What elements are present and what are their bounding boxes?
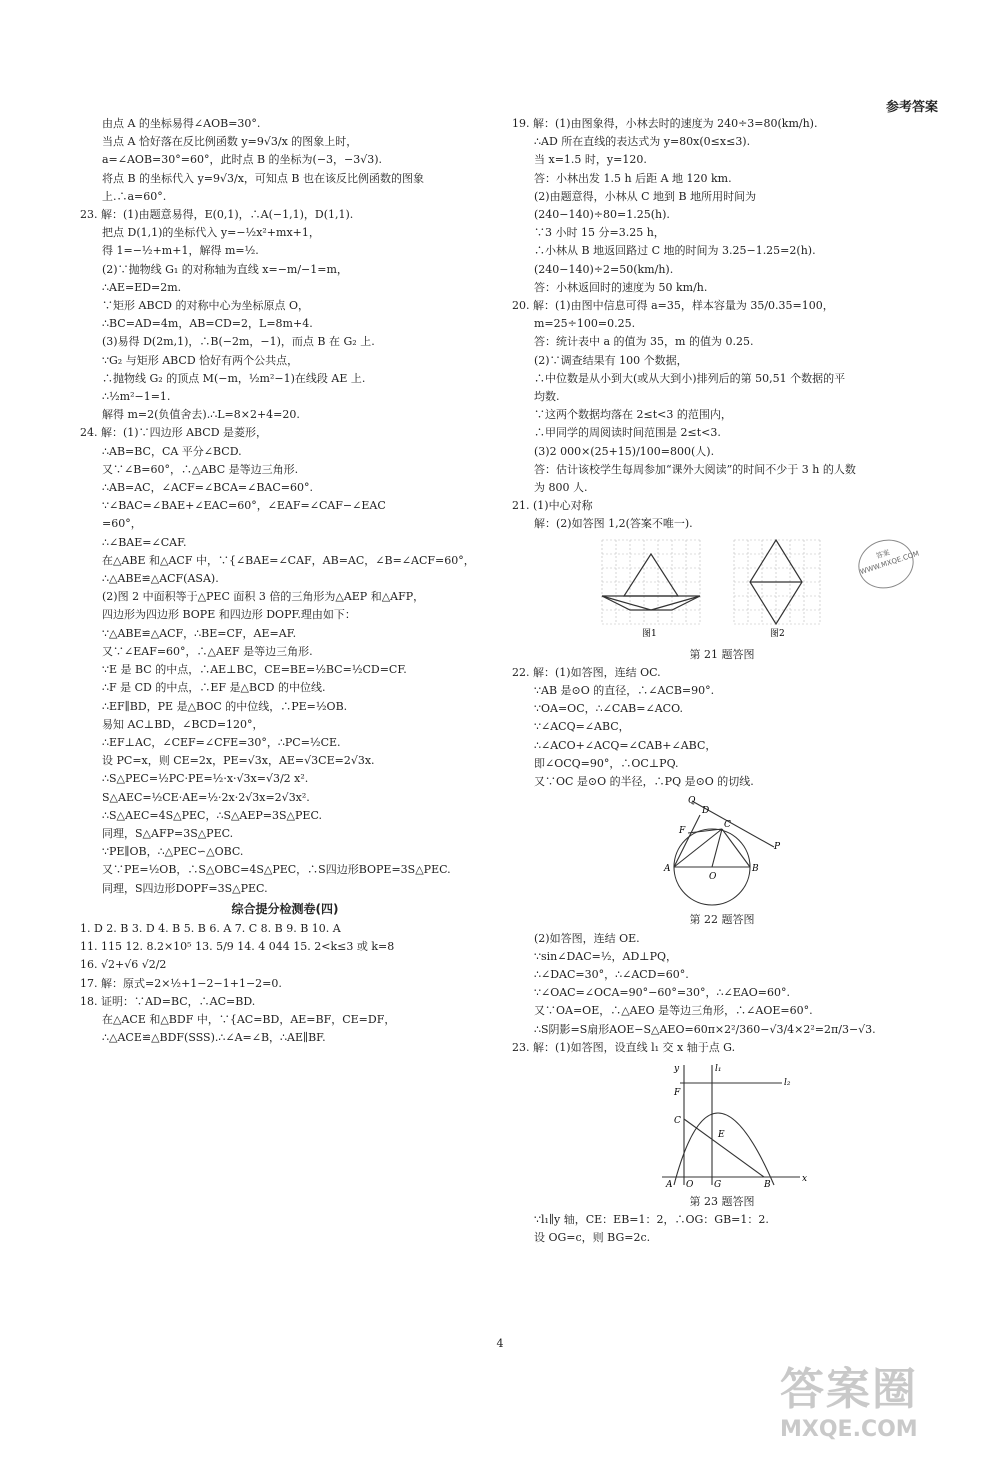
fig23-label-a: A [666, 1179, 673, 1189]
left-line: 易知 AC⊥BD，∠BCD=120°， [102, 717, 264, 731]
left-line: 24. 解：(1)∵四边形 ABCD 是菱形， [80, 426, 268, 440]
right-top-line: ∴中位数是从小到大(或从大到小)排列后的第 50,51 个数据的平 [534, 371, 846, 385]
right-top-line: 答：估计该校学生每周参加“课外大阅读”的时间不少于 3 h 的人数 [534, 462, 856, 476]
fig21-label-2: 图2 [770, 628, 785, 639]
figure-23-graphic [512, 1061, 932, 1189]
right-top-line: 当 x=1.5 时，y=120. [534, 153, 647, 167]
left-line: ∵G₂ 与矩形 ABCD 恰好有两个公共点， [102, 353, 299, 367]
page-number: 4 [496, 1337, 504, 1350]
left-line: 1. D 2. B 3. D 4. B 5. B 6. A 7. C 8. B 9. B 10. A [80, 921, 341, 935]
right-mid-line: ∵OA=OC，∴∠CAB=∠ACO. [534, 702, 683, 716]
right-mid2-line: 23. 解：(1)如答图，设直线 l₁ 交 x 轴于点 G. [512, 1040, 736, 1054]
figure-22-graphic [512, 795, 932, 907]
left-line: 由点 A 的坐标易得∠AOB=30°. [102, 117, 261, 130]
right-mid-line: ∵AB 是⊙O 的直径，∴∠ACB=90°. [534, 684, 715, 698]
fig23-label-o: O [686, 1179, 694, 1189]
watermark [780, 1353, 960, 1443]
left-line: 又∵PE=½OB，∴S△OBC=4S△PEC，∴S四边形BOPE=3S△PEC. [102, 863, 451, 877]
right-bottom-line: 设 OG=c，则 BG=2c. [534, 1231, 651, 1245]
right-top-line: ∵这两个数据均落在 2≤t<3 的范围内， [534, 408, 732, 422]
left-line: 23. 解：(1)由题意易得，E(0,1)，∴A(−1,1)，D(1,1). [80, 208, 354, 222]
right-mid-line: 22. 解：(1)如答图，连结 OC. [512, 665, 661, 679]
left-line: ∵PE∥OB，∴△PEC∽△OBC. [102, 845, 244, 859]
right-top-line: 答：小林返回时的速度为 50 km/h. [534, 280, 708, 294]
right-top-line: ∴AD 所在直线的表达式为 y=80x(0≤x≤3). [534, 135, 751, 149]
right-top-line: 20. 解：(1)由图中信息可得 a=35，样本容量为 35/0.35=100， [512, 299, 834, 313]
right-top-line: (240−140)÷2=50(km/h). [534, 262, 674, 276]
left-line: (3)易得 D(2m,1)，∴B(−2m，−1)，而点 B 在 G₂ 上. [102, 335, 375, 349]
left-line: ∴F 是 CD 的中点，∴EF 是△BCD 的中位线. [102, 681, 326, 695]
right-mid-line: 又∵OC 是⊙O 的半径，∴PQ 是⊙O 的切线. [534, 775, 754, 789]
stamp-logo: 答案 WWW.MXQE.COM [852, 533, 920, 596]
right-mid-line: ∴∠ACO+∠ACQ=∠CAB+∠ABC， [534, 738, 717, 752]
fig23-label-f: F [674, 1087, 681, 1098]
left-line: ∵△ABE≌△ACF，∴BE=CF，AE=AF. [102, 626, 297, 640]
fig22-label-c: C [724, 820, 731, 831]
right-mid2-line: ∴∠DAC=30°，∴∠ACD=60°. [534, 967, 689, 981]
right-top-line: ∴小林从 B 地返回路过 C 地的时间为 3.25−1.25=2(h). [534, 244, 816, 258]
right-top-block [512, 115, 932, 534]
right-top-line: 解：(2)如答图 1,2(答案不唯一). [534, 517, 693, 531]
left-line: S△AEC=½CE·AE=½·2x·2√3x=2√3x². [102, 790, 310, 804]
fig23-label-x: x [802, 1173, 808, 1184]
figure-22 [512, 795, 932, 907]
left-line: ∴BC=AD=4m，AB=CD=2，L=8m+4. [102, 317, 313, 331]
left-line: ∴△ACE≌△BDF(SSS).∴∠A=∠B，∴AE∥BF. [102, 1031, 326, 1045]
right-top-line: m=25÷100=0.25. [534, 317, 636, 331]
fig23-label-e: E [718, 1129, 725, 1140]
left-line: ∴AB=AC，∠ACF=∠BCA=∠BAC=60°. [102, 481, 313, 495]
right-column [512, 115, 932, 1248]
right-top-line: 19. 解：(1)由图象得，小林去时的速度为 240÷3=80(km/h). [512, 117, 818, 130]
left-line: (2)图 2 中面积等于△PEC 面积 3 倍的三角形为△AEP 和△AFP， [102, 590, 425, 604]
figure-23 [512, 1061, 932, 1189]
fig22-label-f: F [679, 826, 686, 837]
left-line: 18. 证明：∵AD=BC，∴AC=BD. [80, 994, 256, 1008]
left-line: 得 1=−½+m+1，解得 m=½. [102, 244, 259, 258]
left-line: ∴S△AEC=4S△PEC，∴S△AEP=3S△PEC. [102, 808, 322, 822]
left-line: ∵∠BAC=∠BAE+∠EAC=60°，∠EAF=∠CAF−∠EAC [102, 499, 386, 513]
fig22-label-p: P [774, 842, 781, 853]
fig23-label-g: G [714, 1179, 722, 1189]
fig22-label-o: O [709, 872, 717, 883]
right-top-line: 21. (1)中心对称 [512, 499, 593, 513]
left-line: (2)∵抛物线 G₁ 的对称轴为直线 x=−m/−1=m， [102, 262, 348, 276]
fig23-label-b: B [764, 1179, 771, 1189]
left-line: ∴½m²−1=1. [102, 390, 171, 404]
left-line: ∵E 是 BC 的中点，∴AE⊥BC，CE=BE=½BC=½CD=CF. [102, 663, 407, 677]
left-line: 综合提分检测卷(四) [231, 901, 339, 916]
left-column [80, 115, 490, 1047]
left-line: 把点 D(1,1)的坐标代入 y=−½x²+mx+1， [102, 226, 320, 240]
left-line: 解得 m=2(负值舍去).∴L=8×2+4=20. [102, 408, 300, 422]
right-top-line: (2)∵调查结果有 100 个数据， [534, 353, 688, 367]
right-top-line: 均数. [534, 390, 560, 404]
left-line: ∵矩形 ABCD 的对称中心为坐标原点 O， [102, 299, 309, 313]
left-line: 又∵∠B=60°，∴△ABC 是等边三角形. [102, 462, 299, 476]
left-line: ∴AE=ED=2m. [102, 280, 182, 294]
left-line: ∴△ABE≌△ACF(ASA). [102, 572, 219, 586]
left-line: 设 PC=x，则 CE=2x，PE=√3x，AE=√3CE=2√3x. [102, 754, 375, 768]
right-mid2-line: ∴S阴影=S扇形AOE−S△AEO=60π×2²/360−√3/4×2²=2π/3−√3. [534, 1022, 876, 1036]
right-top-line: ∵3 小时 15 分=3.25 h， [534, 226, 665, 240]
figure-21-caption: 第 21 题答图 [689, 647, 755, 661]
watermark-title: 答案圈 [780, 1364, 918, 1415]
fig22-label-d: D [702, 806, 710, 817]
right-mid2-line: ∵sin∠DAC=½，AD⊥PQ， [534, 949, 678, 963]
left-line: 17. 解：原式=2×½+1−2−1+1−2=0. [80, 976, 282, 990]
left-line: ∴AB=BC，CA 平分∠BCD. [102, 444, 242, 458]
right-top-line: ∴甲同学的周阅读时间范围是 2≤t<3. [534, 426, 721, 440]
right-top-line: (3)2 000×(25+15)/100=800(人). [534, 444, 715, 458]
left-line: ∴EF∥BD，PE 是△BOC 的中位线，∴PE=½OB. [102, 699, 348, 713]
right-top-line: (2)由题意得，小林从 C 地到 B 地所用时间为 [534, 189, 757, 203]
watermark-url: MXQE.COM [780, 1417, 918, 1442]
left-line: 同理，S△AFP=3S△PEC. [102, 826, 234, 840]
left-line: 又∵∠EAF=60°，∴△AEF 是等边三角形. [102, 644, 313, 658]
left-line: 16. √2+√6 √2/2 [80, 958, 167, 972]
fig21-label-1: 图1 [642, 628, 657, 639]
right-mid2-line: 又∵OA=OE，∴△AEO 是等边三角形，∴∠AOE=60°. [534, 1004, 813, 1018]
right-mid-line: 即∠OCQ=90°，∴OC⊥PQ. [534, 756, 679, 770]
left-line: ∴抛物线 G₂ 的顶点 M(−m，½m²−1)在线段 AE 上. [102, 371, 366, 385]
right-top-line: 答：统计表中 a 的值为 35，m 的值为 0.25. [534, 335, 754, 349]
left-line: 11. 115 12. 8.2×10⁵ 13. 5/9 14. 4 044 15. 2<k≤3 或 k=8 [80, 940, 395, 954]
left-line: a=∠AOB=30°=60°，此时点 B 的坐标为(−3，−3√3). [102, 153, 383, 167]
left-line: 在△ACE 和△BDF 中，∵{AC=BD，AE=BF，CE=DF， [102, 1012, 396, 1026]
fig22-label-q: Q [688, 796, 696, 807]
left-line: ∴EF⊥AC，∠CEF=∠CFE=30°，∴PC=½CE. [102, 735, 341, 749]
left-line: 当点 A 恰好落在反比例函数 y=9√3/x 的图象上时， [102, 135, 358, 149]
right-top-line: (240−140)÷80=1.25(h). [534, 208, 670, 222]
left-line: 四边形为四边形 BOPE 和四边形 DOPF.理由如下： [102, 608, 356, 622]
right-mid2-block [512, 930, 932, 1057]
page-header: 参考答案 [885, 100, 938, 115]
left-line: ∴∠BAE=∠CAF. [102, 535, 187, 549]
right-mid-block [512, 664, 932, 791]
left-line: 在△ABE 和△ACF 中，∵{∠BAE=∠CAF，AB=AC，∠B=∠ACF=60°， [102, 553, 475, 567]
right-bottom-block [512, 1211, 932, 1247]
right-mid2-line: (2)如答图，连结 OE. [534, 931, 640, 945]
right-mid2-line: ∵∠OAC=∠OCA=90°−60°=30°，∴∠EAO=60°. [534, 986, 790, 1000]
left-line: ∴S△PEC=½PC·PE=½·x·√3x=√3/2 x². [102, 772, 309, 786]
right-mid-line: ∵∠ACQ=∠ABC， [534, 720, 630, 734]
left-line: 上.∴a=60°. [102, 189, 167, 203]
fig23-label-l2: l₂ [784, 1077, 791, 1088]
fig22-label-a: A [664, 864, 671, 875]
fig23-label-y: y [674, 1063, 680, 1074]
left-line: =60°， [102, 517, 142, 531]
figure-23-caption: 第 23 题答图 [689, 1194, 755, 1208]
figure-22-caption: 第 22 题答图 [689, 913, 755, 927]
right-bottom-line: ∵l₁∥y 轴，CE：EB=1：2，∴OG：GB=1：2. [534, 1213, 769, 1227]
fig23-label-l1: l₁ [715, 1063, 722, 1074]
left-line: 同理，S四边形DOPF=3S△PEC. [102, 881, 268, 895]
fig22-label-b: B [752, 864, 759, 875]
fig23-label-c: C [674, 1115, 681, 1126]
right-top-line: 为 800 人. [534, 481, 588, 495]
left-line: 将点 B 的坐标代入 y=9√3/x，可知点 B 也在该反比例函数的图象 [102, 171, 424, 185]
right-top-line: 答：小林出发 1.5 h 后距 A 地 120 km. [534, 171, 732, 185]
